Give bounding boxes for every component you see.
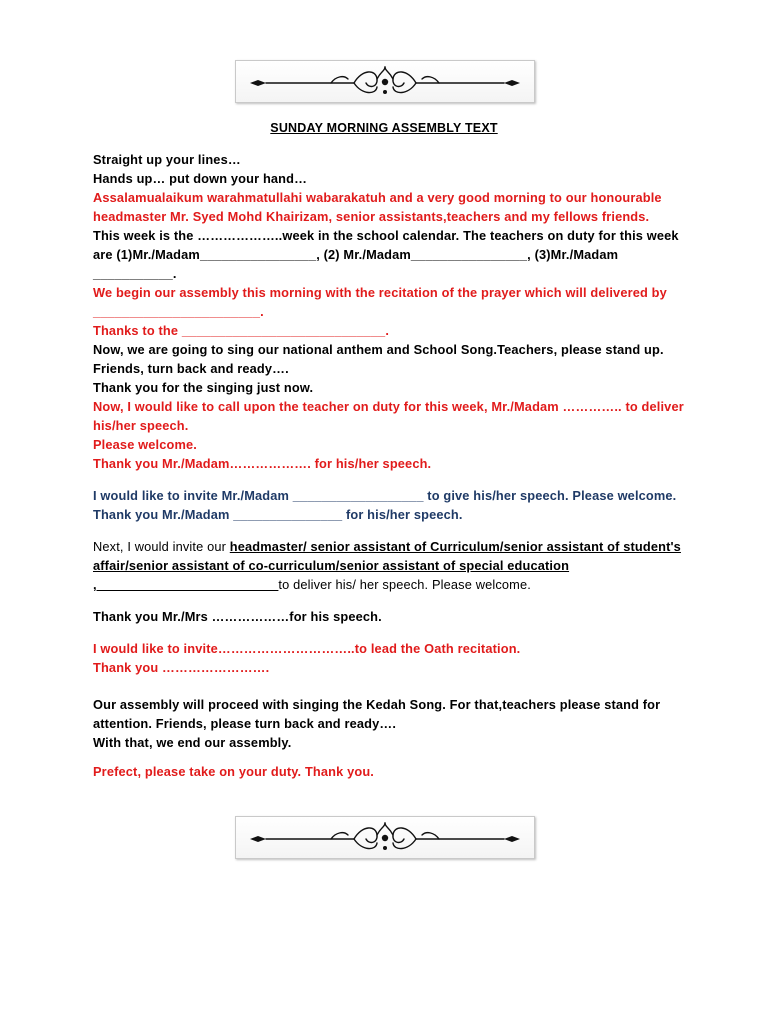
headmaster-invite-roles: headmaster/ senior assistant of Curriculum/senior assistant of student's affair/senior assistant of co-curriculum/senior assistant of special education ,_________________________ xyxy=(93,539,681,592)
line-thanks-duty-teacher: Thank you Mr./Madam………………. for his/her speech. xyxy=(93,456,432,471)
line-please-welcome: Please welcome. xyxy=(93,437,197,452)
line-greeting: Assalamualaikum warahmatullahi wabarakatuh and a very good morning to our honourable headmaster Mr. Syed Mohd Khairizam, senior assistants,teachers and my fellows friends. xyxy=(93,190,662,224)
line-thanks-speech: Thank you Mr./Mrs ………………for his speech. xyxy=(93,609,382,624)
line-thank-you-oath: Thank you ……………………. xyxy=(93,660,270,675)
line-week-duty: This week is the ………………..week in the school calendar. The teachers on duty for this week are (1)Mr./Madam________________, (2) Mr./Madam________________, (3)Mr./Madam ___________. xyxy=(93,228,679,281)
line-oath: I would like to invite…………………………..to lead the Oath recitation. xyxy=(93,641,521,656)
line-thanks-singing: Thank you for the singing just now. xyxy=(93,380,314,395)
headmaster-invite-prefix: Next, I would invite our xyxy=(93,539,230,554)
scroll-ornament-bottom-icon xyxy=(236,817,534,858)
decorative-scroll-divider-bottom-icon xyxy=(235,816,535,859)
page-title: SUNDAY MORNING ASSEMBLY TEXT xyxy=(270,121,498,135)
line-straight-up: Straight up your lines… xyxy=(93,152,241,167)
line-invite-speech: I would like to invite Mr./Madam __________________ to give his/her speech. Please welcome. Thank you Mr./Madam _______________ for his/her speech. xyxy=(93,488,677,522)
scroll-ornament-top-icon xyxy=(236,61,534,102)
line-end-assembly: With that, we end our assembly. xyxy=(93,735,292,750)
line-prefect-duty: Prefect, please take on your duty. Thank you. xyxy=(93,764,375,779)
line-kedah-song: Our assembly will proceed with singing the Kedah Song. For that,teachers please stand for attention. Friends, please turn back and ready…. xyxy=(93,697,661,731)
assembly-script xyxy=(93,150,693,781)
line-duty-teacher-speech: Now, I would like to call upon the teacher on duty for this week, Mr./Madam ………….. to deliver his/her speech. xyxy=(93,399,684,433)
headmaster-invite-suffix: to deliver his/ her speech. Please welcome. xyxy=(278,577,531,592)
line-headmaster-invite xyxy=(93,537,693,594)
line-hands-up: Hands up… put down your hand… xyxy=(93,171,308,186)
line-thanks-prayer: Thanks to the ____________________________. xyxy=(93,323,390,338)
line-prayer: We begin our assembly this morning with the recitation of the prayer which will delivered by _______________________. xyxy=(93,285,667,319)
line-anthem: Now, we are going to sing our national anthem and School Song.Teachers, please stand up. Friends, turn back and ready…. xyxy=(93,342,664,376)
decorative-scroll-divider-icon xyxy=(235,60,535,103)
